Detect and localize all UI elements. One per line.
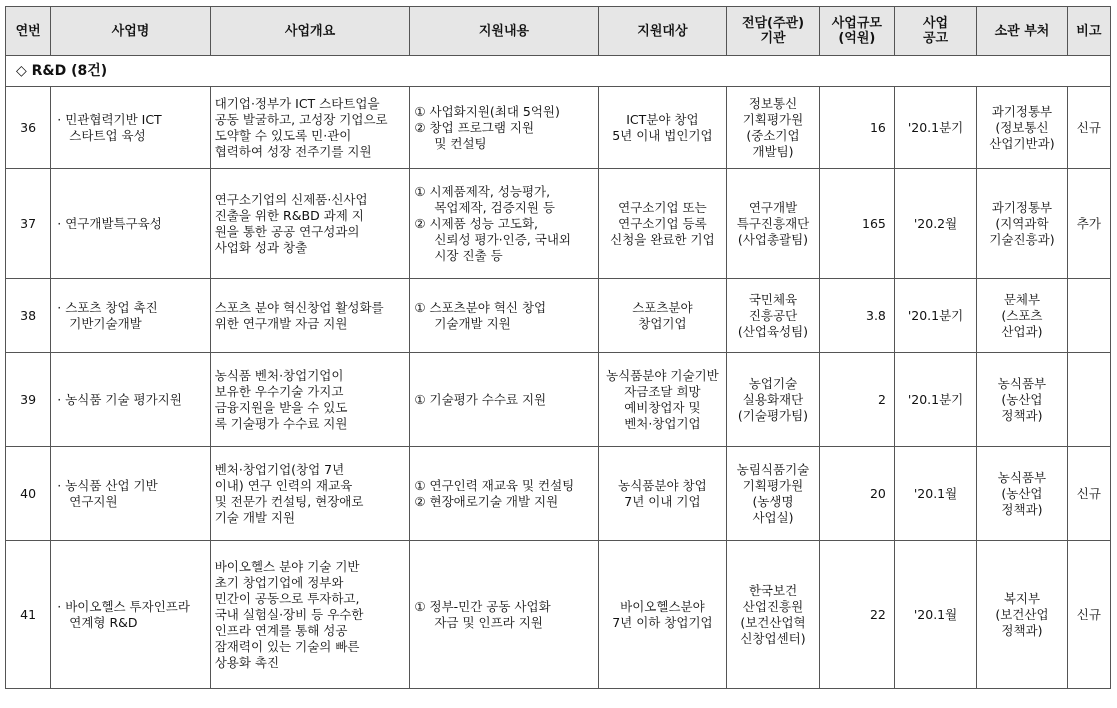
ministry-line: (지역과학 <box>995 215 1049 231</box>
table-row <box>6 169 1111 279</box>
announcement-period: '20.2월 <box>894 169 976 279</box>
managing-agency-line: 실용화재단 <box>742 391 804 407</box>
program-overview-line: 민간이 공동으로 투자하고, <box>214 590 360 606</box>
program-name-line: 스타트업 육성 <box>69 127 146 143</box>
announcement-period: '20.1월 <box>894 541 976 689</box>
program-overview-line: 진출을 위한 R&BD 과제 지 <box>214 207 364 223</box>
support-target <box>598 353 727 447</box>
remark <box>1067 279 1110 353</box>
header-label: 소관 부처 <box>994 23 1050 39</box>
program-overview-line: 상용화 촉진 <box>214 654 280 670</box>
managing-agency-line: 기획평가원 <box>742 111 804 127</box>
managing-agency-line: (사업총괄팀) <box>737 231 809 247</box>
header-row <box>6 7 1111 56</box>
program-overview-line: 협력하여 성장 전주기를 지원 <box>214 143 372 159</box>
remark: 추가 <box>1067 169 1110 279</box>
program-name-line: · 바이오헬스 투자인프라 <box>57 598 190 614</box>
managing-agency-line: 특구진흥재단 <box>736 215 810 231</box>
program-name-line: 기반기술개발 <box>69 315 142 331</box>
program-overview <box>210 541 410 689</box>
ministry <box>977 541 1068 689</box>
budget-value: 22 <box>819 541 894 689</box>
support-target-line: 5년 이내 법인기업 <box>612 127 713 143</box>
managing-agency-line: 연구개발 <box>748 199 798 215</box>
program-name-line: · 농식품 기술 평가지원 <box>57 391 182 407</box>
program-overview-line: 보유한 우수기술 가지고 <box>214 383 344 399</box>
support-target-line: 신청을 완료한 기업 <box>610 231 715 247</box>
program-overview-line: 국내 실험실·장비 등 우수한 <box>214 606 364 622</box>
program-name <box>51 169 210 279</box>
program-name <box>51 279 210 353</box>
header-cell <box>598 7 727 56</box>
table-row <box>6 279 1111 353</box>
row-number: 38 <box>6 279 51 353</box>
section-title: ◇ R&D (8건) <box>6 56 1111 87</box>
managing-agency <box>727 87 820 169</box>
program-name-line: 연구지원 <box>69 493 118 509</box>
support-content-line: ① 시제품제작, 성능평가, <box>414 183 551 199</box>
support-target-line: 자금조달 희망 <box>624 383 701 399</box>
row-number: 39 <box>6 353 51 447</box>
program-overview-line: 초기 창업기업에 정부와 <box>214 574 344 590</box>
ministry <box>977 87 1068 169</box>
header-cell <box>727 7 820 56</box>
program-name-line: · 스포츠 창업 촉진 <box>57 299 158 315</box>
support-content-line: ② 현장애로기술 개발 지원 <box>414 493 559 509</box>
header-label: 기관 <box>760 31 786 46</box>
header-label: 전담(주관) <box>741 16 805 31</box>
ministry-line: 산업과) <box>1001 323 1043 339</box>
announcement-period: '20.1분기 <box>894 353 976 447</box>
header-label: 비고 <box>1076 23 1102 39</box>
announcement-period: '20.1분기 <box>894 279 976 353</box>
managing-agency-line: 농업기술 <box>748 375 798 391</box>
support-content-line: ② 창업 프로그램 지원 <box>414 119 535 135</box>
managing-agency-line: 정보통신 <box>748 95 798 111</box>
support-target-line: 예비창업자 및 <box>624 399 701 415</box>
header-cell <box>210 7 410 56</box>
budget-value: 3.8 <box>819 279 894 353</box>
support-content-line: ① 정부-민간 공동 사업화 <box>414 598 551 614</box>
remark <box>1067 353 1110 447</box>
program-overview <box>210 169 410 279</box>
program-name <box>51 541 210 689</box>
support-content-line: ① 기술평가 수수료 지원 <box>414 391 547 407</box>
support-content <box>410 541 598 689</box>
program-name-line: · 민관협력기반 ICT <box>57 111 162 127</box>
support-content-line: 및 컨설팅 <box>434 135 487 151</box>
support-target-line: 연구소기업 등록 <box>618 215 707 231</box>
ministry-line: (정보통신 <box>995 119 1049 135</box>
support-target-line: 7년 이내 기업 <box>624 493 701 509</box>
program-overview-line: 공동 발굴하고, 고성장 기업으로 <box>214 111 388 127</box>
managing-agency-line: 농림식품기술 <box>736 461 810 477</box>
row-number: 40 <box>6 447 51 541</box>
support-content-line: 신뢰성 평가·인증, 국내외 <box>434 231 571 247</box>
support-content <box>410 447 598 541</box>
program-overview-line: 록 기술평가 수수료 지원 <box>214 415 348 431</box>
program-overview-line: 농식품 벤처·창업기업이 <box>214 367 344 383</box>
header-label: 사업규모 <box>831 16 882 31</box>
program-overview-line: 연구소기업의 신제품·신사업 <box>214 191 368 207</box>
ministry <box>977 169 1068 279</box>
announcement-period: '20.1월 <box>894 447 976 541</box>
program-overview-line: 위한 연구개발 자금 지원 <box>214 315 348 331</box>
budget-value: 16 <box>819 87 894 169</box>
program-name-line: · 농식품 산업 기반 <box>57 477 158 493</box>
support-target <box>598 279 727 353</box>
support-content <box>410 353 598 447</box>
program-overview-line: 스포츠 분야 혁신창업 활성화를 <box>214 299 384 315</box>
program-overview <box>210 447 410 541</box>
header-cell <box>894 7 976 56</box>
managing-agency-line: (보건산업혁 <box>740 614 806 630</box>
ministry-line: 복지부 <box>1003 590 1041 606</box>
header-label: 사업 <box>922 16 949 31</box>
budget-value: 20 <box>819 447 894 541</box>
ministry <box>977 447 1068 541</box>
managing-agency-line: 기획평가원 <box>742 477 804 493</box>
program-overview-line: 대기업·정부가 ICT 스타트업을 <box>214 95 380 111</box>
header-label: (억원) <box>838 31 876 46</box>
managing-agency <box>727 279 820 353</box>
ministry-line: 농식품부 <box>997 469 1047 485</box>
program-overview <box>210 87 410 169</box>
support-content <box>410 279 598 353</box>
managing-agency <box>727 447 820 541</box>
section-row <box>6 56 1111 87</box>
support-content-line: 자금 및 인프라 지원 <box>434 614 543 630</box>
support-content-line: ① 사업화지원(최대 5억원) <box>414 103 560 119</box>
row-number: 36 <box>6 87 51 169</box>
program-overview-line: 인프라 연계를 통해 성공 <box>214 622 348 638</box>
managing-agency-line: (중소기업 <box>746 127 800 143</box>
support-content-line: ① 스포츠분야 혁신 창업 <box>414 299 547 315</box>
support-content-line: 시장 진출 등 <box>434 247 503 263</box>
remark: 신규 <box>1067 541 1110 689</box>
table-row <box>6 353 1111 447</box>
managing-agency <box>727 541 820 689</box>
table-row <box>6 447 1111 541</box>
support-target-line: 7년 이하 창업기업 <box>612 614 713 630</box>
header-cell <box>6 7 51 56</box>
support-content-line: 기술개발 지원 <box>434 315 511 331</box>
program-overview-line: 사업화 성과 창출 <box>214 239 308 255</box>
program-overview-line: 및 전문가 컨설팅, 현장애로 <box>214 493 364 509</box>
ministry-line: (농산업 <box>1001 391 1043 407</box>
support-target <box>598 169 727 279</box>
header-cell <box>977 7 1068 56</box>
managing-agency-line: (기술평가팀) <box>737 407 809 423</box>
ministry-line: (스포츠 <box>1001 307 1043 323</box>
support-target-line: 스포츠분야 <box>632 299 693 315</box>
managing-agency-line: 산업진흥원 <box>742 598 804 614</box>
support-content <box>410 169 598 279</box>
support-target-line: 벤처·창업기업 <box>624 415 701 431</box>
header-cell <box>819 7 894 56</box>
support-content <box>410 87 598 169</box>
managing-agency-line: 국민체육 <box>748 291 798 307</box>
managing-agency-line: 신창업센터) <box>740 630 806 646</box>
program-overview-line: 기술 개발 지원 <box>214 509 296 525</box>
program-overview-line: 금융지원을 받을 수 있도 <box>214 399 348 415</box>
ministry-line: 과기정통부 <box>991 103 1053 119</box>
row-number: 41 <box>6 541 51 689</box>
header-cell <box>51 7 210 56</box>
support-target <box>598 541 727 689</box>
managing-agency-line: (농생명 <box>752 493 794 509</box>
table-row <box>6 541 1111 689</box>
managing-agency-line: 개발팀) <box>752 143 794 159</box>
ministry <box>977 353 1068 447</box>
budget-value: 165 <box>819 169 894 279</box>
program-overview-line: 이내) 연구 인력의 재교육 <box>214 477 353 493</box>
program-overview <box>210 353 410 447</box>
header-label: 지원내용 <box>478 23 530 39</box>
program-overview-line: 바이오헬스 분야 기술 기반 <box>214 558 360 574</box>
program-overview-line: 잠재력이 있는 기술의 빠른 <box>214 638 360 654</box>
support-target <box>598 447 727 541</box>
program-overview-line: 벤처·창업기업(창업 7년 <box>214 461 345 477</box>
ministry-line: 농식품부 <box>997 375 1047 391</box>
document-page <box>5 6 1111 689</box>
support-target-line: 농식품분야 창업 <box>618 477 707 493</box>
remark: 신규 <box>1067 447 1110 541</box>
header-label: 사업개요 <box>284 23 336 39</box>
program-name <box>51 87 210 169</box>
ministry-line: (보건산업 <box>995 606 1049 622</box>
header-label: 지원대상 <box>637 23 688 39</box>
ministry-line: 정책과) <box>1001 407 1043 423</box>
managing-agency <box>727 169 820 279</box>
remark: 신규 <box>1067 87 1110 169</box>
program-overview-line: 원을 통한 공공 연구성과의 <box>214 223 360 239</box>
header-label: 연번 <box>15 23 41 39</box>
header-label: 사업명 <box>111 23 150 39</box>
budget-value: 2 <box>819 353 894 447</box>
program-name <box>51 447 210 541</box>
header-label: 공고 <box>922 31 949 46</box>
support-target-line: ICT분야 창업 <box>626 111 699 127</box>
ministry-line: 산업기반과) <box>989 135 1055 151</box>
support-content-line: 목업제작, 검증지원 등 <box>434 199 555 215</box>
program-overview <box>210 279 410 353</box>
program-name-line: · 연구개발특구육성 <box>57 215 162 231</box>
managing-agency-line: 진흥공단 <box>748 307 798 323</box>
header-cell <box>410 7 598 56</box>
support-content-line: ② 시제품 성능 고도화, <box>414 215 539 231</box>
ministry-line: (농산업 <box>1001 485 1043 501</box>
support-content-line: ① 연구인력 재교육 및 컨설팅 <box>414 477 575 493</box>
program-name <box>51 353 210 447</box>
ministry <box>977 279 1068 353</box>
managing-agency-line: 한국보건 <box>748 582 798 598</box>
ministry-line: 문체부 <box>1003 291 1041 307</box>
support-target-line: 농식품분야 기술기반 <box>606 367 719 383</box>
support-target-line: 연구소기업 또는 <box>618 199 707 215</box>
managing-agency-line: 사업실) <box>752 509 794 525</box>
program-overview-line: 도약할 수 있도록 민·관이 <box>214 127 352 143</box>
support-target <box>598 87 727 169</box>
program-table <box>5 6 1111 689</box>
program-name-line: 연계형 R&D <box>69 614 138 630</box>
row-number: 37 <box>6 169 51 279</box>
table-row <box>6 87 1111 169</box>
ministry-line: 정책과) <box>1001 622 1043 638</box>
managing-agency-line: (산업육성팀) <box>737 323 809 339</box>
support-target-line: 바이오헬스분야 <box>620 598 705 614</box>
managing-agency <box>727 353 820 447</box>
header-cell <box>1067 7 1110 56</box>
ministry-line: 기술진흥과) <box>989 231 1055 247</box>
support-target-line: 창업기업 <box>638 315 687 331</box>
ministry-line: 과기정통부 <box>991 199 1053 215</box>
announcement-period: '20.1분기 <box>894 87 976 169</box>
ministry-line: 정책과) <box>1001 501 1043 517</box>
